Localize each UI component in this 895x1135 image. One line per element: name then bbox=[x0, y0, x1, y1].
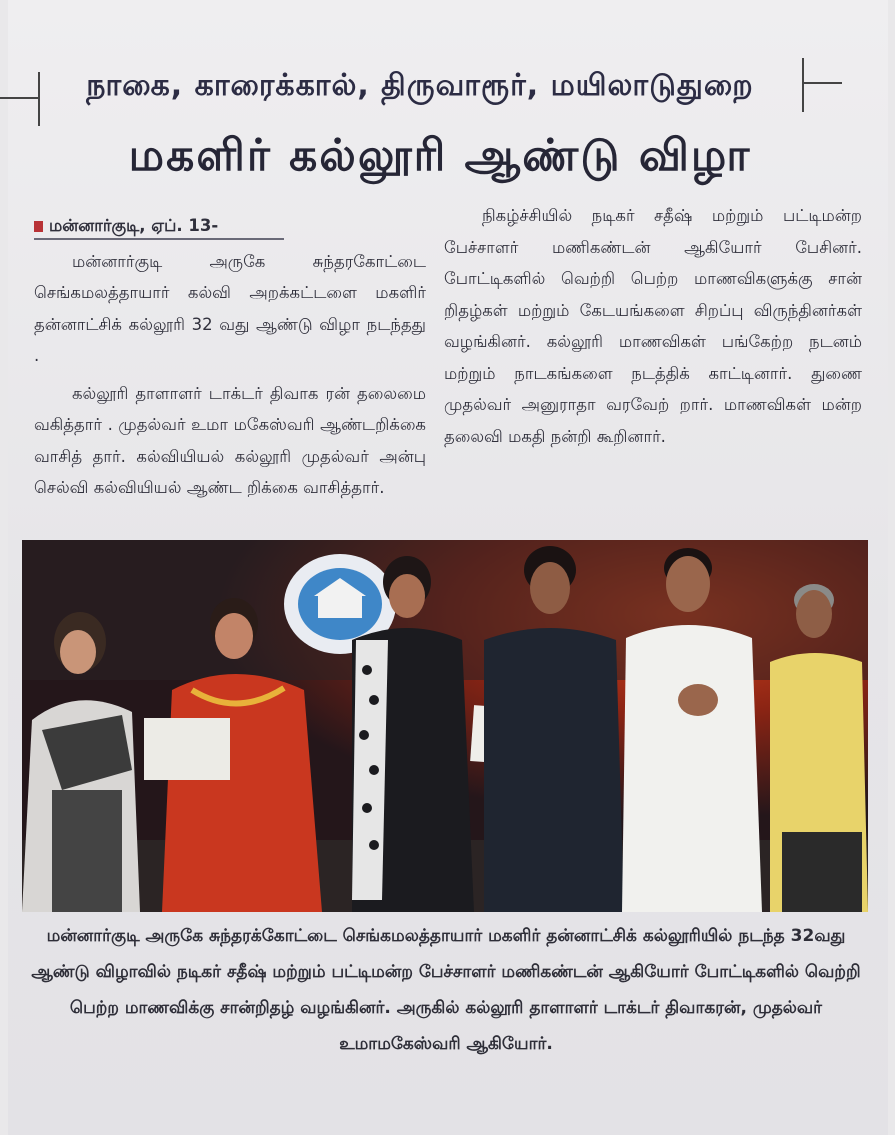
article-headline: மகளிர் கல்லூரி ஆண்டு விழா bbox=[128, 130, 752, 181]
crop-mark-right bbox=[802, 82, 842, 84]
dateline-marker-icon bbox=[34, 221, 43, 232]
crop-mark-left-vertical bbox=[38, 72, 40, 126]
crop-mark-right-vertical bbox=[802, 58, 804, 112]
paragraph-3: நிகழ்ச்சியில் நடிகர் சதீஷ் மற்றும் பட்டிமன்ற பேச்சாளர் மணிகண்டன் ஆகியோர் பேசினர். போட்டிகளில் வெற்றி பெற்ற மாணவிகளுக்கு சான் றிதழ்கள் மற்றும் கேடயங்களை சிறப்பு விருந்தினர்கள் வழங்கினர். கல்லூரி மாணவிகள் பங்கேற்ற நடனம் மற்றும் நாடகங்களை நடத்திக் காட்டினார். துணை முதல்வர் அனுராதா வரவேற் றார். மாணவிகள் மன்ற தலைவி மகதி நன்றி கூறினார். bbox=[444, 206, 862, 446]
event-photo bbox=[22, 540, 868, 912]
article-column-right bbox=[444, 200, 862, 458]
region-banner: நாகை, காரைக்கால், திருவாரூர், மயிலாடுதுறை bbox=[86, 68, 754, 103]
certificate-1 bbox=[144, 718, 230, 780]
paragraph-1: மன்னார்குடி அருகே சுந்தரகோட்டை செங்கமலத்தாயார் கல்வி அறக்கட்டளை மகளிர் தன்னாட்சிக் கல்லூரி 32 வது ஆண்டு விழா நடந்தது . bbox=[34, 251, 426, 365]
event-photo-illustration bbox=[22, 540, 868, 912]
article-column-left bbox=[34, 210, 426, 510]
dateline-text: மன்னார்குடி, ஏப். 13- bbox=[49, 216, 219, 235]
crop-mark-left bbox=[0, 97, 40, 99]
photo-caption: மன்னார்குடி அருகே சுந்தரக்கோட்டை செங்கமலத்தாயார் மகளிர் தன்னாட்சிக் கல்லூரியில் நடந்த 32வது ஆண்டு விழாவில் நடிகர் சதீஷ் மற்றும் பட்டிமன்ற பேச்சாளர் மணிகண்டன் ஆகியோர் போட்டிகளில் வெற்றி பெற்ற மாணவிக்கு சான்றிதழ் வழங்கினர். அருகில் கல்லூரி தாளாளர் டாக்டர் திவாகரன், முதல்வர் உமாமகேஸ்வரி ஆகியோர். bbox=[31, 926, 861, 1054]
paragraph-2: கல்லூரி தாளாளர் டாக்டர் திவாக ரன் தலைமை வகித்தார் . முதல்வர் உமா மகேஸ்வரி ஆண்டறிக்கை வாசித் தார். கல்வியியல் கல்லூரி முதல்வர் அன்பு செல்வி கல்வியியல் ஆண்ட றிக்கை வாசித்தார். bbox=[34, 383, 426, 497]
